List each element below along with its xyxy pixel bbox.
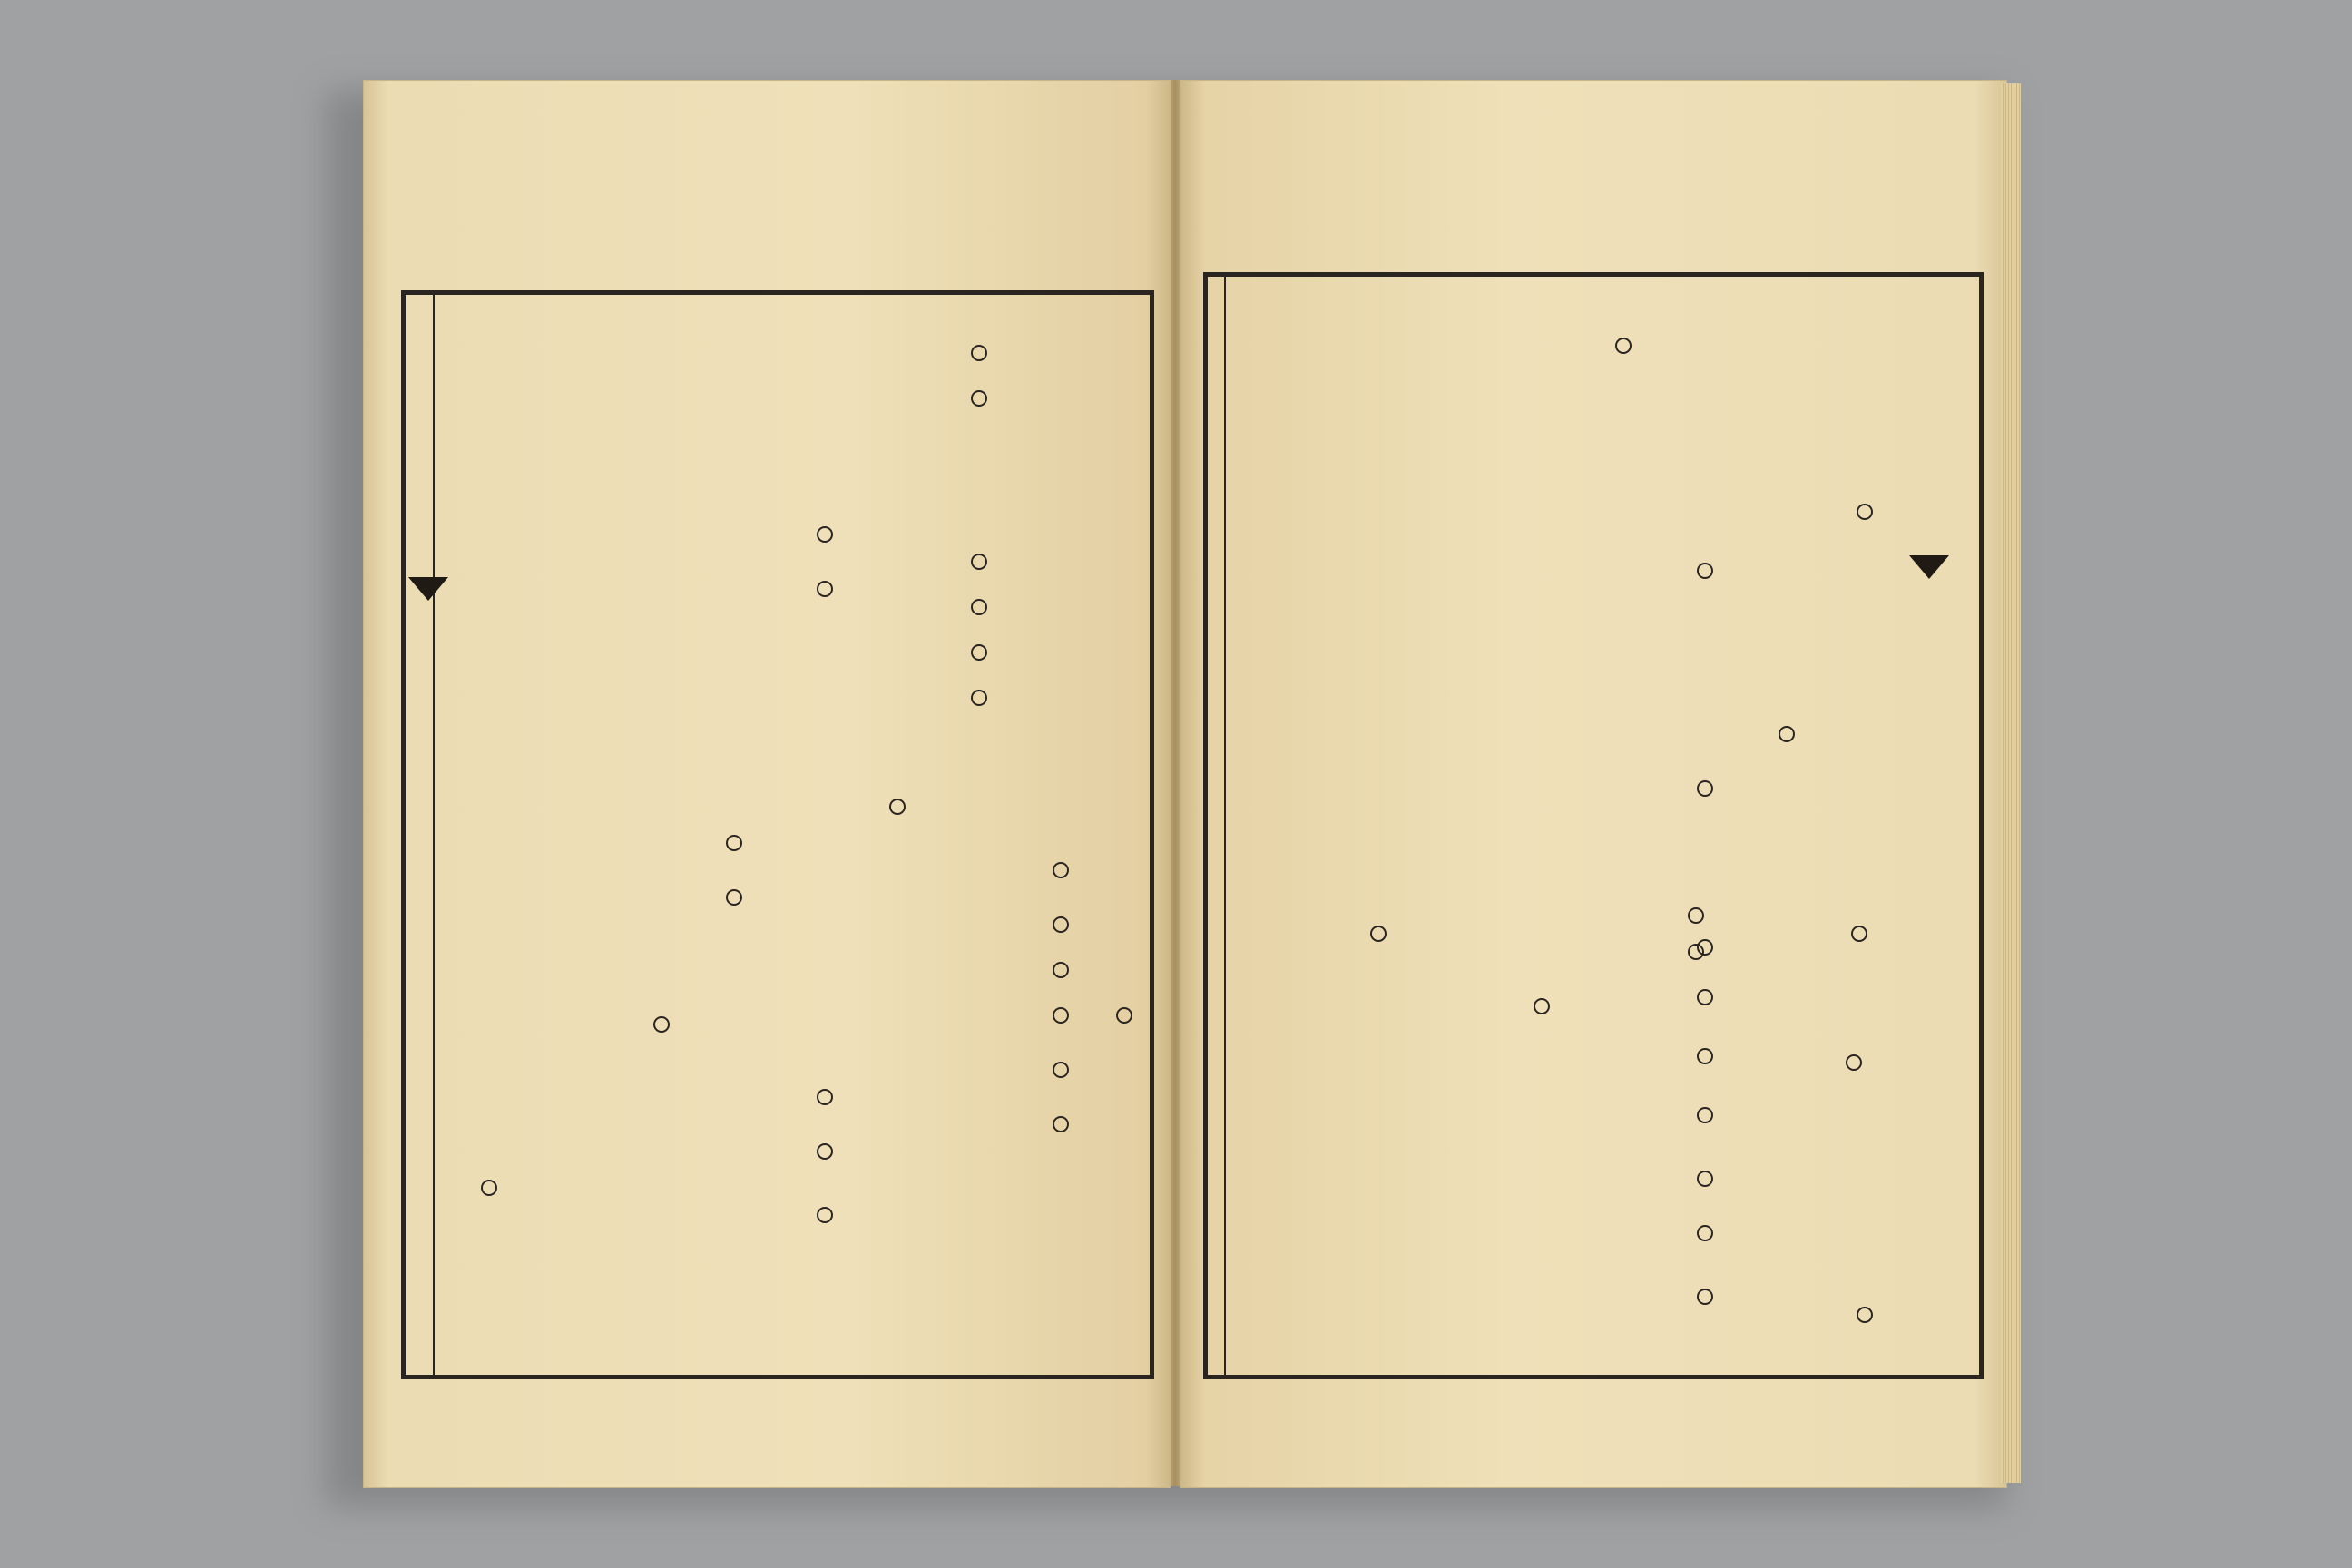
punctuation-circle — [1697, 1225, 1713, 1241]
text-column — [1624, 290, 1688, 1352]
punctuation-circle — [1370, 926, 1387, 942]
punctuation-circle — [1846, 1054, 1862, 1071]
text-column — [1334, 290, 1397, 1352]
punctuation-circle — [1697, 563, 1713, 579]
punctuation-circle — [971, 345, 987, 361]
punctuation-circle — [1053, 916, 1069, 933]
text-column — [1479, 290, 1543, 1352]
punctuation-circle — [1697, 1171, 1713, 1187]
page-edges — [2001, 83, 2021, 1483]
text-column — [1220, 290, 1259, 1352]
punctuation-circle — [971, 690, 987, 706]
text-column — [853, 327, 916, 1361]
punctuation-circle — [1053, 1062, 1069, 1078]
text-column — [1261, 290, 1325, 1352]
punctuation-circle — [1116, 1007, 1132, 1024]
punctuation-circle — [1534, 998, 1550, 1014]
punctuation-circle — [1697, 1289, 1713, 1305]
punctuation-circle — [1688, 907, 1704, 924]
text-column — [998, 327, 1062, 1361]
punctuation-circle — [817, 1207, 833, 1223]
punctuation-circle — [1053, 962, 1069, 978]
punctuation-circle — [971, 644, 987, 661]
text-column — [490, 327, 554, 1361]
text-column — [1697, 290, 1760, 1352]
punctuation-circle — [1053, 1116, 1069, 1132]
punctuation-circle — [1053, 862, 1069, 878]
text-column — [1552, 290, 1615, 1352]
punctuation-circle — [726, 835, 742, 851]
punctuation-circle — [1697, 780, 1713, 797]
punctuation-circle — [971, 390, 987, 407]
text-column — [436, 327, 490, 1361]
punctuation-circle — [1697, 1107, 1713, 1123]
punctuation-circle — [971, 554, 987, 570]
text-column — [635, 327, 699, 1361]
text-column — [1071, 327, 1134, 1361]
punctuation-circle — [1779, 726, 1795, 742]
text-column — [1769, 290, 1833, 1352]
margin-annotation — [907, 172, 980, 281]
punctuation-circle — [1615, 338, 1632, 354]
punctuation-circle — [653, 1016, 670, 1033]
text-column — [1842, 290, 1906, 1352]
fishtail-mark — [1909, 555, 1949, 579]
punctuation-circle — [1688, 944, 1704, 960]
punctuation-circle — [971, 599, 987, 615]
frame-rule — [433, 295, 435, 1375]
punctuation-circle — [1851, 926, 1867, 942]
punctuation-circle — [817, 1089, 833, 1105]
punctuation-circle — [817, 581, 833, 597]
punctuation-circle — [817, 526, 833, 543]
text-column — [926, 327, 989, 1361]
punctuation-circle — [1857, 504, 1873, 520]
punctuation-circle — [726, 889, 742, 906]
punctuation-circle — [1857, 1307, 1873, 1323]
punctuation-circle — [1053, 1007, 1069, 1024]
punctuation-circle — [481, 1180, 497, 1196]
text-column — [563, 327, 626, 1361]
text-column — [1406, 290, 1470, 1352]
punctuation-circle — [1697, 1048, 1713, 1064]
text-column — [780, 327, 844, 1361]
punctuation-circle — [817, 1143, 833, 1160]
punctuation-circle — [1697, 989, 1713, 1005]
punctuation-circle — [889, 799, 906, 815]
